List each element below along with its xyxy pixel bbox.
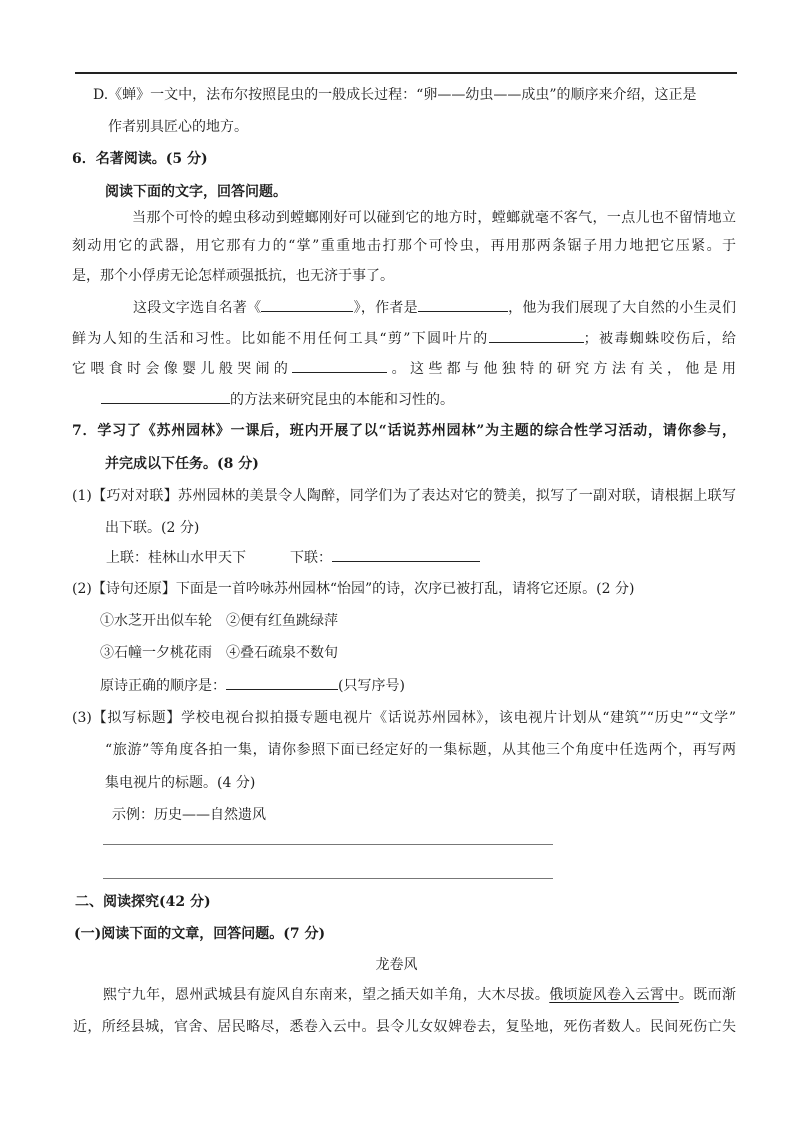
text-segment: ，他为我们展现了大自然的小生灵们 <box>507 300 737 316</box>
text-line <box>132 207 736 229</box>
text-line <box>73 1016 736 1038</box>
text-line <box>105 739 736 761</box>
blank-field <box>332 546 480 562</box>
text-segment: 的方法来研究昆虫的本能和习性的。 <box>230 392 454 408</box>
top-rule <box>75 72 737 74</box>
text-segment: 作者别具匠心的地方。 <box>108 119 248 135</box>
text-segment: 阅读下面的文字，回答问题。 <box>105 184 287 200</box>
text-line <box>75 891 211 913</box>
spacer <box>246 561 290 562</box>
text-line <box>72 578 634 600</box>
text-segment: 。既而渐 <box>678 987 737 1003</box>
text-line <box>72 235 736 257</box>
text-line <box>105 453 259 475</box>
text-segment: 。这些都与他独特的研究方法有关，他是用 <box>387 361 737 377</box>
blank-field <box>226 674 338 690</box>
text-line <box>72 265 394 287</box>
text-line <box>72 707 736 729</box>
blank-field <box>292 357 387 373</box>
text-segment: (1)【巧对对联】苏州园林的美景令人陶醉，同学们为了表达对它的赞美，拟写了一副对联，请根据上联写 <box>72 488 736 504</box>
text-segment: 》，作者是 <box>353 300 418 316</box>
text-segment: 7．学习了《苏州园林》一课后，班内开展了以“话说苏州园林”为主题的综合性学习活动，请你参与， <box>72 423 736 439</box>
text-segment: (一)阅读下面的文章，回答问题。(7 分) <box>74 926 326 942</box>
text-segment: 这段文字选自名著《 <box>133 300 262 316</box>
text-line <box>72 148 208 170</box>
blank-field <box>101 388 230 404</box>
text-line <box>105 517 199 539</box>
text-segment: “旅游”等角度各拍一集，请你参照下面已经定好的一集标题，从其他三个角度中任选两个，再写两 <box>105 742 736 758</box>
text-segment: D.《蝉》一文中，法布尔按照昆虫的一般成长过程：“卵——幼虫——成虫”的顺序来介绍，这正是 <box>93 87 697 103</box>
text-line <box>106 546 480 568</box>
text-segment: (3)【拟写标题】学校电视台拟拍摄专题电视片《话说苏州园林》，该电视片计划从“建筑”“历史”“文学” <box>72 710 736 726</box>
text-line <box>100 610 338 632</box>
text-segment: 熙宁九年，恩州武城县有旋风自东南来，望之插天如羊角，大木尽拔。 <box>103 987 550 1003</box>
text-segment: 二、阅读探究(42 分) <box>75 894 211 910</box>
blank-field <box>261 296 353 312</box>
text-line <box>101 388 454 410</box>
text-segment: 集电视片的标题。(4 分) <box>105 775 256 791</box>
text-line <box>112 804 266 826</box>
text-line <box>93 84 697 106</box>
text-line <box>105 772 255 794</box>
text-segment: 刻动用它的武器，用它那有力的“掌”重重地击打那个可怜虫，再用那两条锯子用力地把它压紧。于 <box>72 238 736 254</box>
text-line <box>72 327 736 349</box>
text-segment: ①水芝开出似车轮 ②便有红鱼跳绿萍 <box>100 613 338 629</box>
text-line <box>72 357 736 379</box>
text-line <box>105 181 287 203</box>
text-segment: 当那个可怜的蝗虫移动到螳螂刚好可以碰到它的地方时，螳螂就毫不客气，一点儿也不留情地立 <box>132 210 736 226</box>
text-line <box>72 485 736 507</box>
text-segment: (2)【诗句还原】下面是一首吟咏苏州园林“怡园”的诗，次序已被打乱，请将它还原。(2 分) <box>72 581 635 597</box>
text-segment: ③石幢一夕桃花雨 ④叠石疏泉不数旬 <box>100 645 338 661</box>
text-segment: 出下联。(2 分) <box>105 520 200 536</box>
blank-field <box>418 296 508 312</box>
answer-line <box>103 844 553 845</box>
text-segment: (只写序号) <box>338 678 405 694</box>
text-segment: 它喂食时会像婴儿般哭闹的 <box>72 361 293 377</box>
text-segment: 近，所经县城，官舍、居民略尽，悉卷入云中。县令儿女奴婢卷去，复坠地，死伤者数人。民间死伤亡失 <box>73 1019 736 1035</box>
text-segment: 俄顷旋风卷入云霄中 <box>549 987 679 1003</box>
text-segment: 龙卷风 <box>375 957 418 973</box>
text-segment: 6．名著阅读。(5 分) <box>72 151 208 167</box>
text-segment: 上联：桂林山水甲天下 <box>106 550 246 566</box>
text-segment: 并完成以下任务。(8 分) <box>105 456 259 472</box>
text-line <box>100 642 338 664</box>
text-line <box>72 420 736 442</box>
text-line <box>74 923 325 945</box>
text-line <box>103 984 736 1006</box>
text-line <box>133 296 736 318</box>
text-segment: 鲜为人知的生活和习性。比如能不用任何工具“剪”下圆叶片的 <box>72 331 489 347</box>
text-segment: 是，那个小俘虏无论怎样顽强抵抗，也无济于事了。 <box>72 268 394 284</box>
text-line <box>100 674 405 696</box>
text-segment: 下联： <box>290 550 332 566</box>
answer-line <box>103 878 553 879</box>
text-segment: 示例：历史——自然遗风 <box>112 807 266 823</box>
article-title <box>0 954 793 976</box>
blank-field <box>489 327 584 343</box>
text-segment: 原诗正确的顺序是： <box>100 678 226 694</box>
text-line <box>108 116 248 138</box>
text-segment: ；被毒蜘蛛咬伤后，给 <box>583 331 736 347</box>
